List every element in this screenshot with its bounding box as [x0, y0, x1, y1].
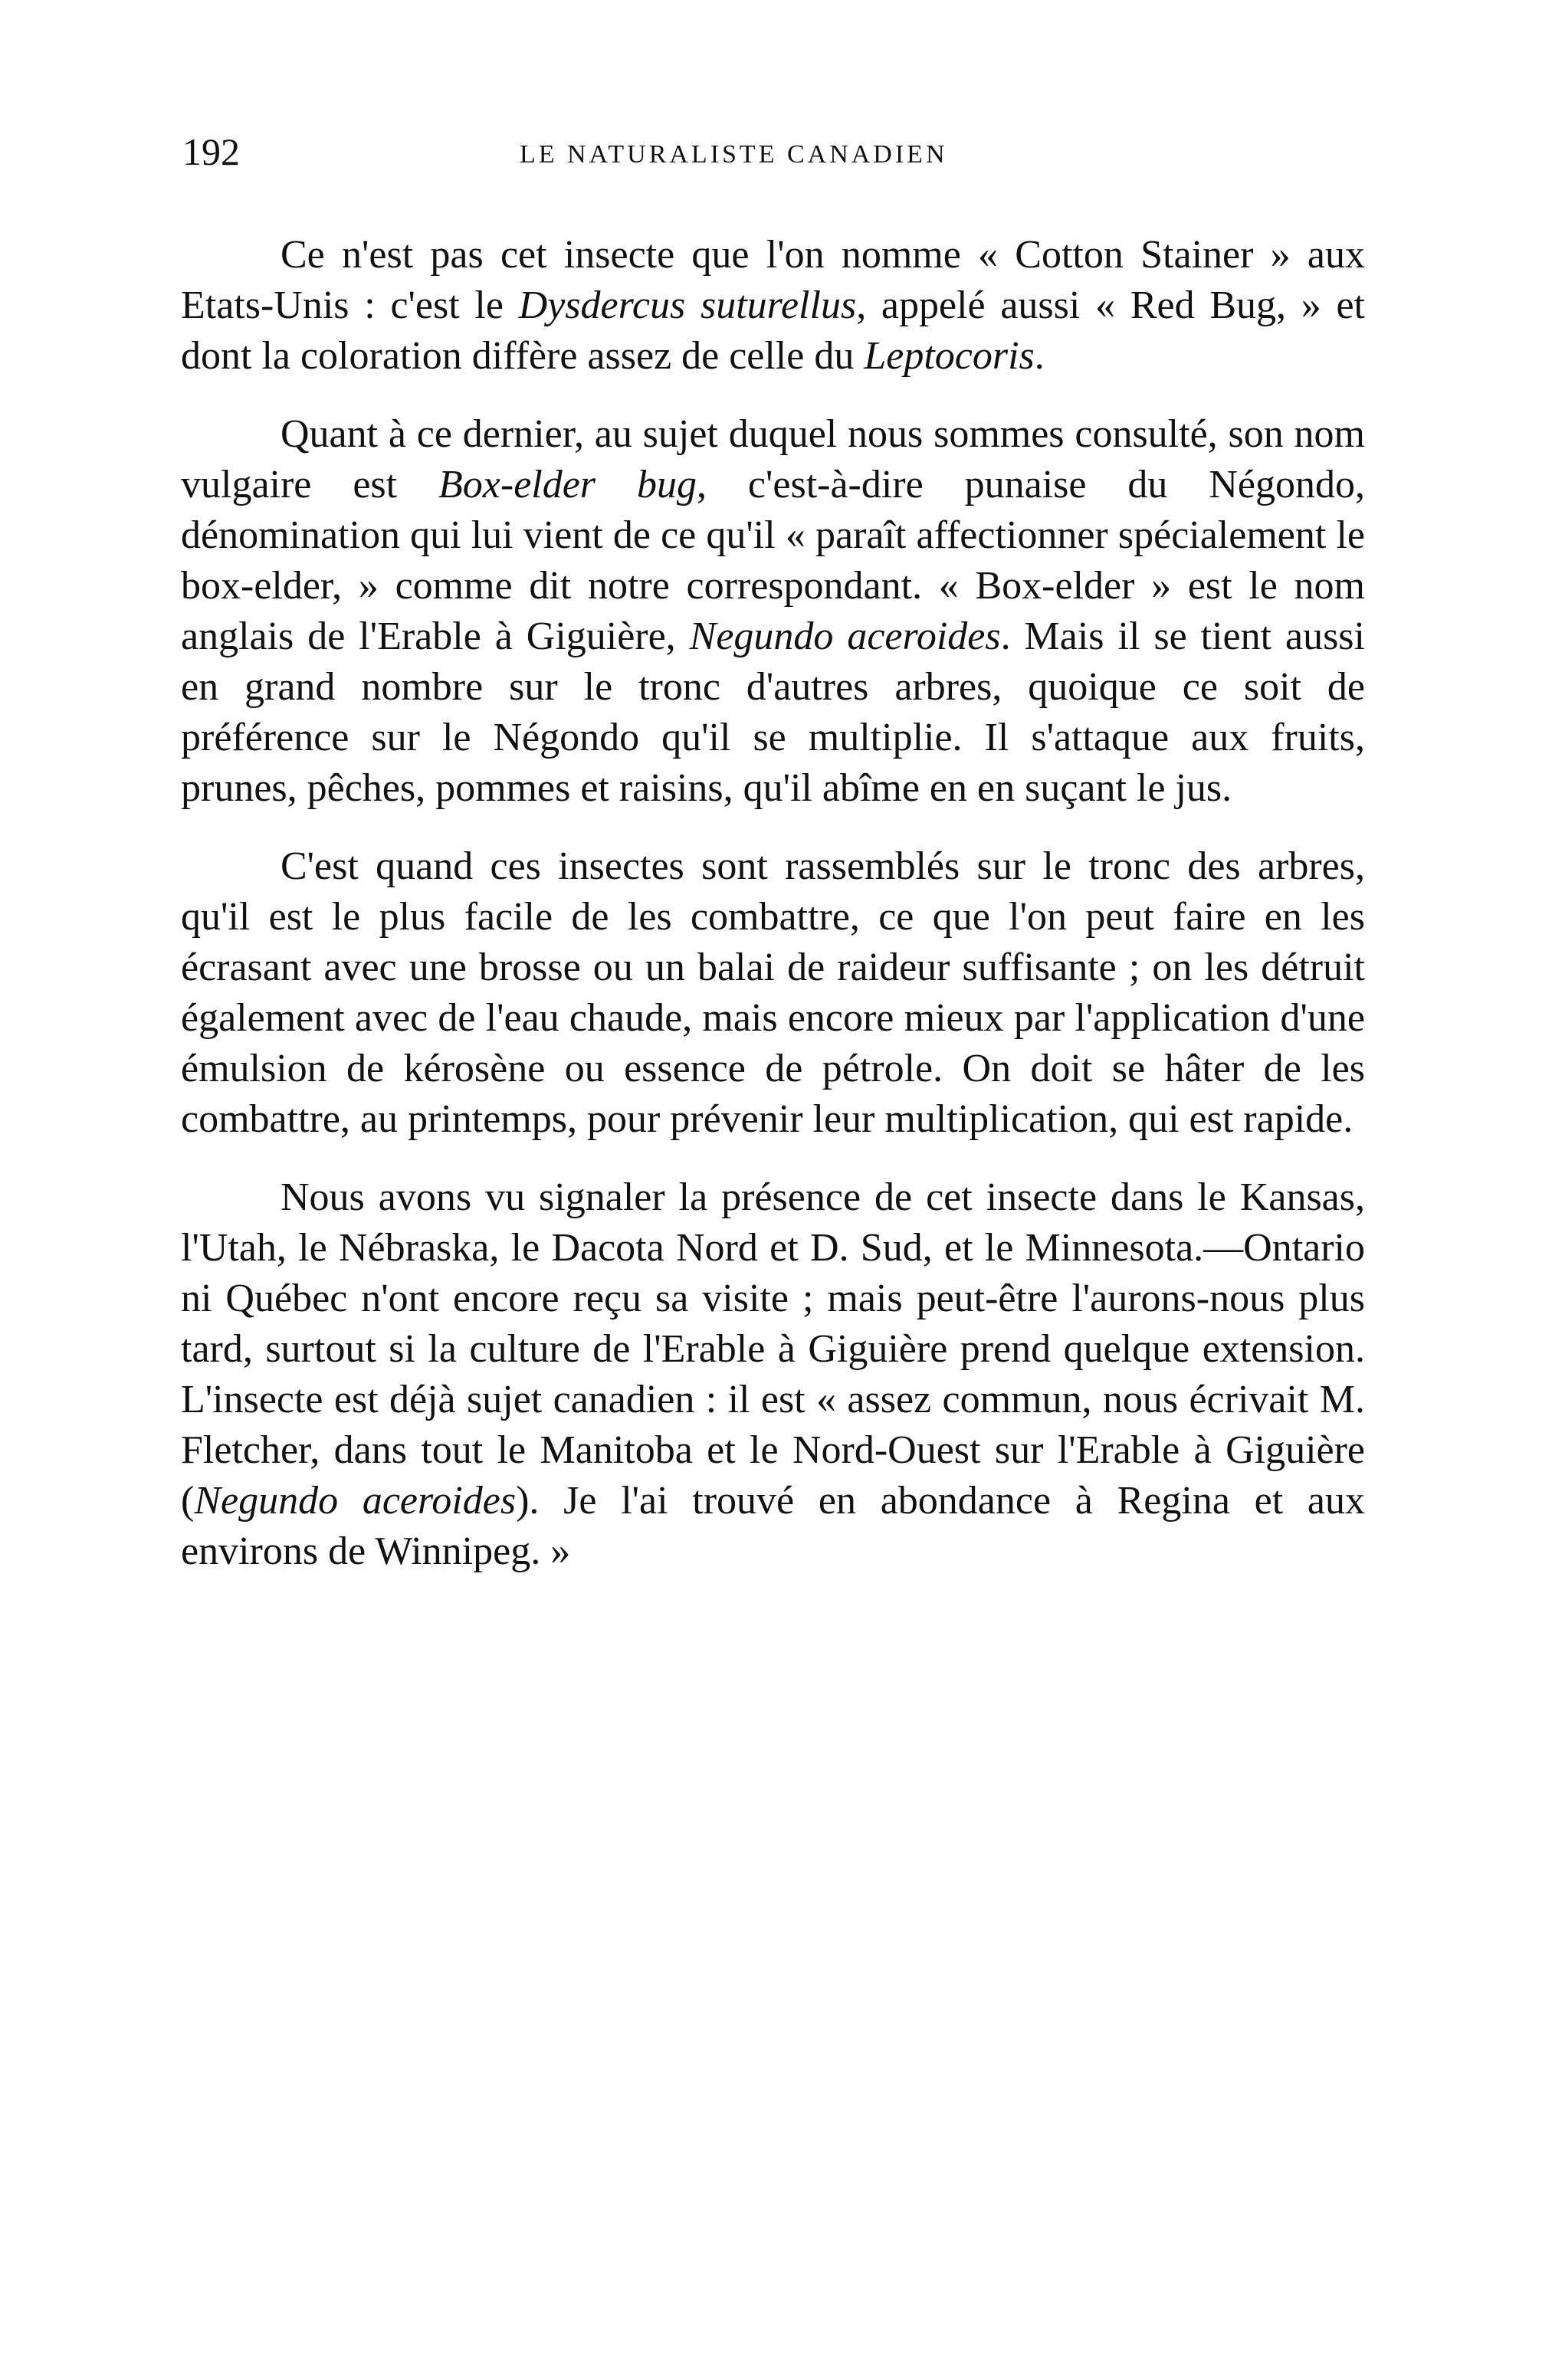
text-segment: C'est quand ces insectes sont rassemblés sur le tronc des arbres, qu'il est le plus facile de les combattre, ce que l'on peut faire en les écrasant avec une brosse ou un balai de raideur suffisante ; on les détruit également avec de l'eau chaude, mais encore mieux par l'application d'une émulsion de kérosène ou essence de pétrole. On doit se hâter de les combattre, au printemps, pour prévenir leur multiplication, qui est rapide. — [181, 844, 1365, 1141]
text-segment: , appelé aussi « Red Bug, » et dont la coloration diffère assez de celle du — [181, 284, 1365, 378]
species-name: Negundo aceroides — [689, 615, 1001, 658]
text-segment: Ce n'est pas cet insecte que l'on nomme « Cotton Stainer » aux Etats-Unis : c'est le — [181, 233, 1365, 327]
text-segment: Nous avons vu signaler la présence de cet insecte dans le Kansas, l'Utah, le Nébraska, le Dacota Nord et D. Sud, et le Minnesota.—Ontario ni Québec n'ont encore reçu sa visite ; mais peut-être l'aurons-nous plus tard, surtout si la culture de l'Erable à Giguière prend quelque extension. L'insecte est déjà sujet canadien : il est « assez commun, nous écrivait M. Fletcher, dans tout le Manitoba et le Nord-Ouest sur l'Erable à Giguière ( — [181, 1175, 1365, 1523]
species-name: Negundo aceroides — [194, 1479, 517, 1523]
text-segment: Quant à ce dernier, au sujet duquel nous sommes consulté, son nom vulgaire est — [181, 412, 1365, 506]
text-segment: , c'est-à-dire punaise du Négondo, dénomination qui lui vient de ce qu'il « paraît affectionner spécialement le box-elder, » comme dit notre correspondant. « Box-elder » est le nom anglais de l'Erable à Giguière, — [181, 463, 1365, 658]
text-segment: . — [1034, 334, 1045, 378]
paragraph-4 — [181, 1172, 1365, 1577]
journal-title: LE NATURALISTE CANADIEN — [520, 140, 948, 169]
text-segment: . Mais il se tient aussi en grand nombre sur le tronc d'autres arbres, quoique ce soit de préférence sur le Négondo qu'il se multiplie. Il s'attaque aux fruits, prunes, pêches, pommes et raisins, qu'il abîme en en suçant le jus. — [181, 615, 1365, 810]
page-number: 192 — [182, 130, 240, 173]
common-name: Box-elder bug — [438, 463, 697, 506]
text-segment: ). Je l'ai trouvé en abondance à Regina et aux environs de Winnipeg. » — [181, 1479, 1365, 1573]
paragraph-1 — [181, 230, 1365, 382]
genus-name: Leptocoris — [864, 334, 1035, 378]
paragraph-3 — [181, 841, 1365, 1145]
running-head — [182, 129, 1378, 190]
body-text — [181, 230, 1365, 1605]
species-name: Dysdercus suturellus — [518, 284, 857, 327]
paragraph-2 — [181, 409, 1365, 814]
